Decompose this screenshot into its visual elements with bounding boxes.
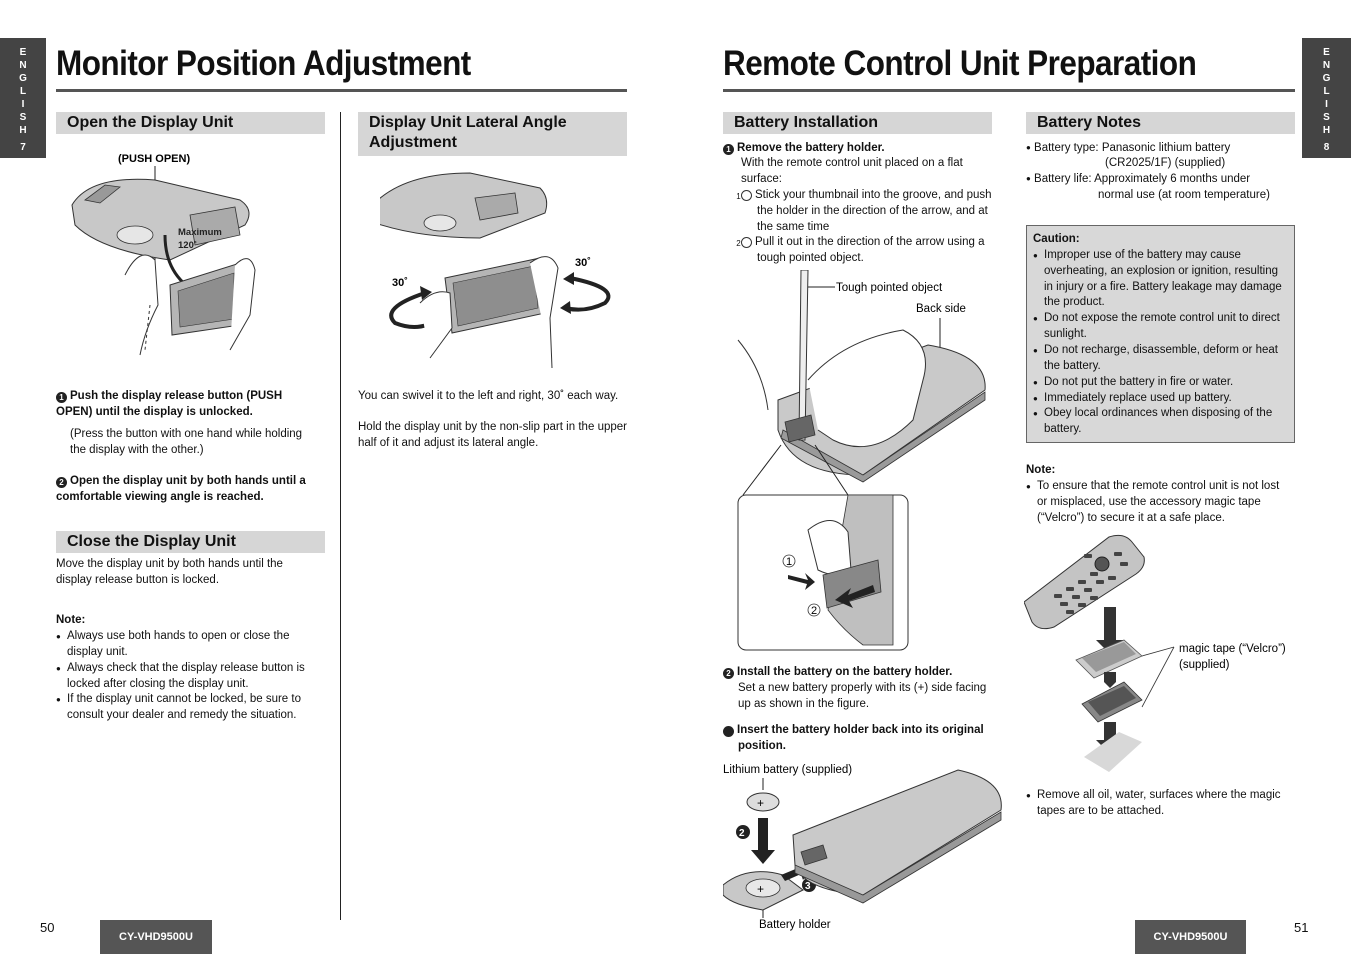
install-sub-2 bbox=[736, 235, 993, 267]
page-number-right: 51 bbox=[1294, 920, 1309, 935]
step-number-2: 2 bbox=[723, 668, 734, 679]
battery-type-value: Panasonic lithium battery bbox=[1101, 142, 1231, 154]
section-heading-battery-notes: Battery Notes bbox=[1026, 112, 1295, 134]
battery-type: ● Battery type: Panasonic lithium battery bbox=[1026, 142, 1231, 154]
plus-mark: + bbox=[757, 796, 765, 810]
circle-1-label: 1 bbox=[786, 556, 793, 568]
install-step-2-text: Set a new battery properly with its (+) side facing up as shown in the figure. bbox=[738, 682, 987, 710]
install-sub-2-text: Pull it out in the direction of the arrow using a tough pointed object. bbox=[755, 236, 985, 264]
list-item: ● Immediately replace used up battery. bbox=[1033, 391, 1288, 407]
list-item: ● If the display unit cannot be locked, be sure to consult your dealer and remedy the situation. bbox=[56, 692, 314, 724]
step-number-1: 1 bbox=[723, 144, 734, 155]
close-note-label: Note: bbox=[56, 614, 86, 626]
language-tab-letters: E N G L I S H bbox=[1322, 47, 1331, 136]
tough-object-label: Tough pointed object bbox=[836, 282, 943, 294]
open-step-1-note: (Press the button with one hand while holding the display with the other.) bbox=[70, 428, 303, 456]
circle-2-label: 2 bbox=[811, 605, 818, 617]
model-badge-right: CY-VHD9500U bbox=[1135, 920, 1246, 954]
language-tab-page: 7 bbox=[20, 142, 26, 153]
language-tab-right bbox=[1302, 38, 1351, 158]
install-step-3 bbox=[718, 723, 993, 755]
install-sub-1 bbox=[736, 188, 993, 236]
model-badge-left: CY-VHD9500U bbox=[100, 920, 212, 954]
page-title-right: Remote Control Unit Preparation bbox=[723, 44, 1197, 83]
caution-list bbox=[1033, 248, 1288, 438]
battery-type-label: Battery type: bbox=[1034, 142, 1099, 154]
velcro-note-list bbox=[1026, 479, 1291, 527]
list-item: ● Obey local ordinances when disposing of the battery. bbox=[1033, 406, 1288, 438]
lithium-battery-label: Lithium battery (supplied) bbox=[723, 764, 853, 776]
figure-lateral-angle bbox=[380, 168, 620, 368]
close-display-text: Move the display unit by both hands until the display release button is locked. bbox=[56, 558, 283, 586]
title-rule-left bbox=[56, 89, 627, 92]
circled-number-2: 2 bbox=[741, 237, 752, 248]
push-open-label: (PUSH OPEN) bbox=[118, 153, 191, 165]
column-divider bbox=[340, 112, 341, 920]
section-heading-lateral: Display Unit Lateral Angle Adjustment bbox=[358, 112, 627, 156]
angle-120-label: 120˚ bbox=[178, 240, 198, 251]
step-number-1: 1 bbox=[56, 392, 67, 403]
install-step-2 bbox=[723, 665, 993, 681]
circled-number-1: 1 bbox=[741, 190, 752, 201]
section-heading-battery-installation: Battery Installation bbox=[723, 112, 992, 134]
list-item: ● Improper use of the battery may cause overheating, an explosion or ignition, resulting in injury or a fire. Battery leakage may damage the product. bbox=[1033, 248, 1288, 311]
step-3-marker: 3 bbox=[805, 881, 811, 892]
magic-tape-label: magic tape (“Velcro”) bbox=[1179, 643, 1286, 655]
open-step-2 bbox=[56, 474, 321, 506]
close-notes-list bbox=[56, 629, 314, 724]
install-step-3-title: Insert the battery holder back into its original position. bbox=[737, 724, 984, 752]
title-rule-right bbox=[723, 89, 1295, 92]
battery-holder-label: Battery holder bbox=[759, 919, 831, 931]
velcro-note-label: Note: bbox=[1026, 464, 1056, 476]
list-item: ● Do not expose the remote control unit to direct sunlight. bbox=[1033, 311, 1288, 343]
magic-tape-supplied-label: (supplied) bbox=[1179, 659, 1230, 671]
maximum-label: Maximum bbox=[178, 227, 222, 238]
list-item: ● Always check that the display release button is locked after closing the display unit. bbox=[56, 661, 314, 693]
battery-life-value-2: normal use (at room temperature) bbox=[1098, 189, 1270, 201]
open-step-2-text: Open the display unit by both hands until a comfortable viewing angle is reached. bbox=[56, 475, 306, 503]
right-angle-label: 30˚ bbox=[575, 257, 591, 269]
battery-type-value-2: (CR2025/1F) (supplied) bbox=[1105, 157, 1226, 169]
battery-life: ● Battery life: Approximately 6 months under bbox=[1026, 173, 1251, 185]
battery-life-value: Approximately 6 months under bbox=[1094, 173, 1251, 185]
back-side-label: Back side bbox=[916, 303, 966, 315]
lateral-text-1: You can swivel it to the left and right, 30˚ each way. bbox=[358, 390, 619, 402]
open-step-1-text: Push the display release button (PUSH OPEN) until the display is unlocked. bbox=[56, 390, 283, 418]
section-heading-open-display: Open the Display Unit bbox=[56, 112, 325, 134]
figure-open-display bbox=[60, 145, 320, 360]
lateral-text-2: Hold the display unit by the non-slip part in the upper half of it and adjust its lateral angle. bbox=[358, 421, 627, 449]
list-item: ● Do not put the battery in fire or water. bbox=[1033, 375, 1288, 391]
battery-life-label: Battery life: bbox=[1034, 173, 1092, 185]
list-item: ● Do not recharge, disassemble, deform or heat the battery. bbox=[1033, 343, 1288, 375]
step-number-2: 2 bbox=[56, 477, 67, 488]
install-step-1-title: Remove the battery holder. bbox=[737, 142, 885, 154]
page-title-left: Monitor Position Adjustment bbox=[56, 44, 471, 83]
open-step-1 bbox=[56, 389, 321, 421]
section-heading-close-display: Close the Display Unit bbox=[56, 531, 325, 553]
caution-box bbox=[1026, 225, 1295, 443]
figure-velcro bbox=[1024, 532, 1294, 777]
step-number-3: 3 bbox=[723, 726, 734, 737]
caution-label: Caution: bbox=[1033, 233, 1080, 245]
language-tab-left bbox=[0, 38, 46, 158]
page-number-left: 50 bbox=[40, 920, 55, 935]
list-item: ● Always use both hands to open or close the display unit. bbox=[56, 629, 314, 661]
install-sub-1-text: Stick your thumbnail into the groove, and push the holder in the direction of the arrow, and at the same time bbox=[755, 189, 992, 233]
figure-remove-holder bbox=[723, 270, 1003, 655]
left-angle-label: 30˚ bbox=[392, 277, 408, 289]
install-step-1-text: With the remote control unit placed on a flat surface: bbox=[741, 157, 963, 185]
install-step-2-title: Install the battery on the battery holder. bbox=[737, 666, 953, 678]
step-2-marker: 2 bbox=[739, 828, 745, 839]
language-tab-page: 8 bbox=[1323, 142, 1330, 153]
list-item: ● To ensure that the remote control unit is not lost or misplaced, use the accessory magic tape (“Velcro”) to secure it at a safe place. bbox=[1026, 479, 1291, 527]
remove-note-list bbox=[1026, 788, 1291, 820]
language-tab-letters: E N G L I S H bbox=[19, 47, 27, 136]
list-item: ● Remove all oil, water, surfaces where the magic tapes are to be attached. bbox=[1026, 788, 1291, 820]
install-step-1 bbox=[723, 141, 993, 157]
figure-insert-battery bbox=[723, 760, 1008, 940]
plus-mark: + bbox=[757, 882, 765, 896]
